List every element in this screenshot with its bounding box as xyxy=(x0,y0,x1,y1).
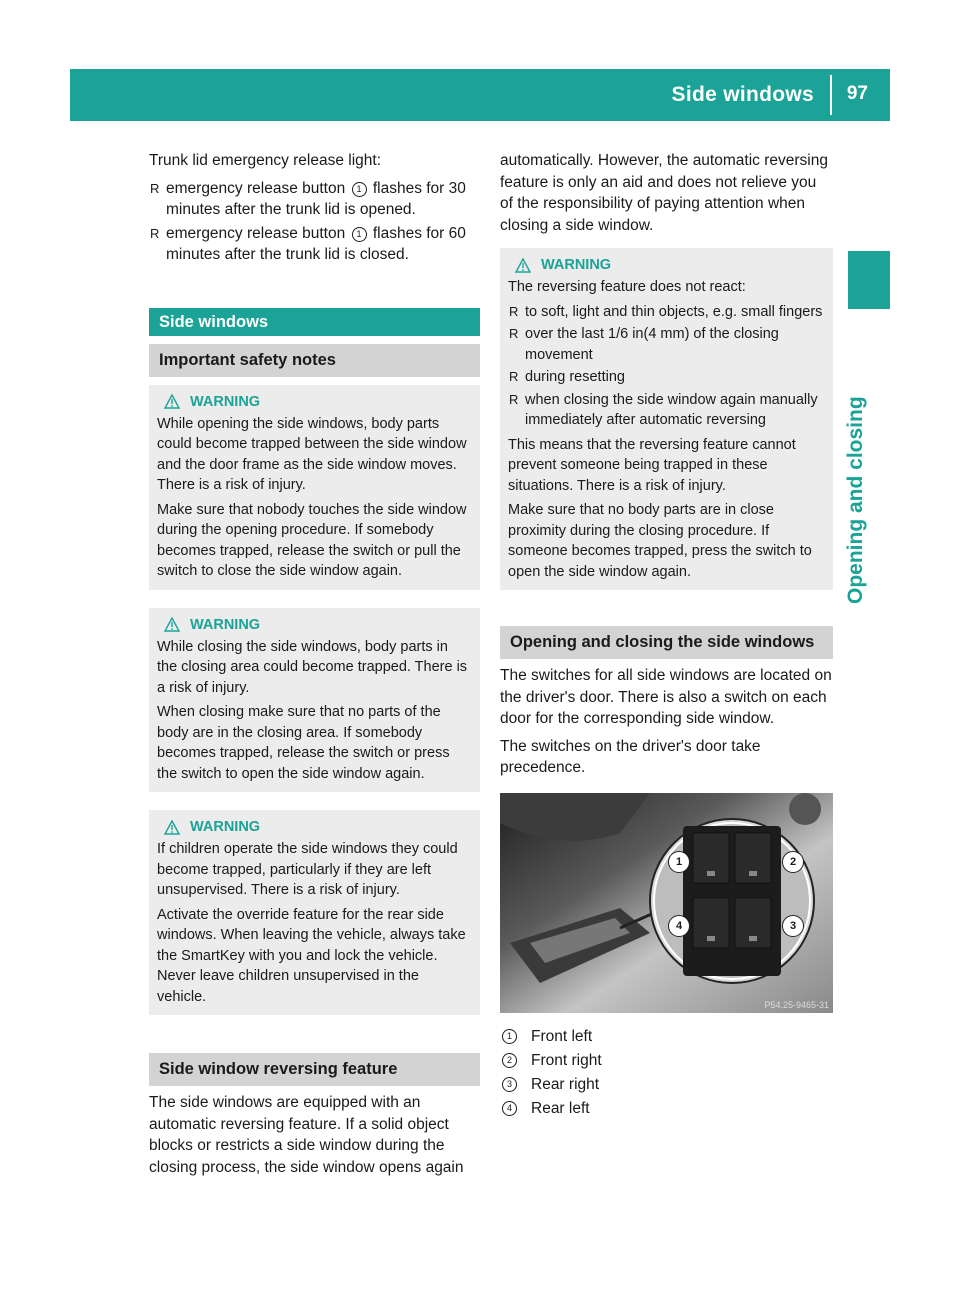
list-item: R emergency release button 1 flashes for 30 minutes after the trunk lid is opened. xyxy=(150,179,466,218)
section-heading: Side windows xyxy=(149,308,480,336)
warning-text: When closing make sure that no parts of the body are in the closing area. If somebody becomes trapped, release the switch or press the switch to open the side window again. xyxy=(157,704,450,782)
warning-text: If children operate the side windows they could become trapped, particularly if they are left unsupervised. There is a risk of injury. xyxy=(157,841,458,898)
warning-text: Activate the override feature for the rear side windows. When leaving the vehicle, always take the SmartKey with you and lock the vehicle. Never leave children unsupervised in the vehicle. xyxy=(157,906,466,1005)
page-header xyxy=(70,69,890,121)
warning-text: While opening the side windows, body parts could become trapped between the side window and the door frame as the side window moves. There is a risk of injury. xyxy=(157,415,467,493)
callout-icon: 2 xyxy=(502,1053,517,1068)
legend-item: 4 Rear left xyxy=(500,1097,833,1121)
body-text: The side windows are equipped with an automatic reversing feature. If a solid object blocks or restricts a side window during the closing process, the side window opens again xyxy=(149,1094,464,1176)
warning-heading: WARNING xyxy=(157,817,472,837)
figure-callout-1: 1 xyxy=(668,851,690,873)
subsection-heading: Side window reversing feature xyxy=(149,1053,480,1086)
bullet-mark: R xyxy=(509,369,519,384)
bullet-mark: R xyxy=(150,225,160,241)
warning-text: While closing the side windows, body parts in the closing area could become trapped. There is a risk of injury. xyxy=(157,638,468,696)
legend-item: 2 Front right xyxy=(500,1049,833,1073)
warning-heading: WARNING xyxy=(508,255,825,275)
body-text: automatically. However, the automatic reversing feature is only an aid and does not relieve you of the responsibility of paying attention when closing a side window. xyxy=(500,152,828,234)
warning-box xyxy=(149,608,480,793)
warning-text: Make sure that nobody touches the side window during the opening procedure. If somebody becomes trapped, release the switch or pull the switch to close the side window again. xyxy=(157,501,467,579)
list-item: R to soft, light and thin objects, e.g. small fingers xyxy=(508,302,825,323)
warning-text: Make sure that no body parts are in close proximity during the closing procedure. If someone becomes trapped, press the switch to open the side window again. xyxy=(508,502,812,580)
callout-icon: 1 xyxy=(352,227,367,242)
right-column xyxy=(500,150,833,1121)
warning-triangle-icon xyxy=(515,258,531,273)
warning-triangle-icon xyxy=(164,394,180,409)
subsection-heading: Important safety notes xyxy=(149,344,480,377)
warning-text: The reversing feature does not react: xyxy=(508,279,746,295)
header-title: Side windows xyxy=(671,83,814,106)
legend-item: 3 Rear right xyxy=(500,1073,833,1097)
callout-icon: 4 xyxy=(502,1101,517,1116)
warning-box xyxy=(149,810,480,1015)
window-switch-figure xyxy=(500,793,833,1013)
warning-box xyxy=(500,248,833,590)
callout-icon: 1 xyxy=(502,1029,517,1044)
figure-callout-4: 4 xyxy=(668,915,690,937)
bullet-mark: R xyxy=(150,180,160,196)
intro-text: Trunk lid emergency release light: xyxy=(149,152,382,169)
subsection-heading: Opening and closing the side windows xyxy=(500,626,833,659)
list-item: R over the last 1/6 in(4 mm) of the closing movement xyxy=(509,326,779,363)
body-text: The switches on the driver's door take precedence. xyxy=(500,737,761,776)
chapter-tab xyxy=(848,251,890,309)
body-text: The switches for all side windows are located on the driver's door. There is also a switch on each door for the corresponding side window. xyxy=(500,667,832,727)
callout-icon: 3 xyxy=(502,1077,517,1092)
warning-triangle-icon xyxy=(164,820,180,835)
header-divider xyxy=(830,75,832,115)
figure-callout-2: 2 xyxy=(782,851,804,873)
warning-heading: WARNING xyxy=(157,392,472,412)
page-number: 97 xyxy=(846,83,868,104)
figure-callout-3: 3 xyxy=(782,915,804,937)
warning-triangle-icon xyxy=(164,617,180,632)
left-column xyxy=(149,150,480,1184)
warning-text: This means that the reversing feature cannot prevent someone being trapped in these situations. There is a risk of injury. xyxy=(508,436,796,494)
bullet-mark: R xyxy=(509,326,519,341)
callout-icon: 1 xyxy=(352,182,367,197)
list-item: R when closing the side window again manually immediately after automatic reversing xyxy=(509,391,818,428)
door-switch-illustration xyxy=(500,793,833,1013)
list-item: R emergency release button 1 flashes for 60 minutes after the trunk lid is closed. xyxy=(150,224,466,263)
chapter-label: Opening and closing xyxy=(844,396,867,604)
figure-code: P54.25-9465-31 xyxy=(764,999,829,1010)
warning-heading: WARNING xyxy=(157,615,472,635)
list-item: R during resetting xyxy=(508,367,825,388)
warning-box xyxy=(149,385,480,590)
bullet-mark: R xyxy=(509,303,519,319)
bullet-mark: R xyxy=(509,391,519,407)
legend-item: 1 Front left xyxy=(500,1025,833,1049)
